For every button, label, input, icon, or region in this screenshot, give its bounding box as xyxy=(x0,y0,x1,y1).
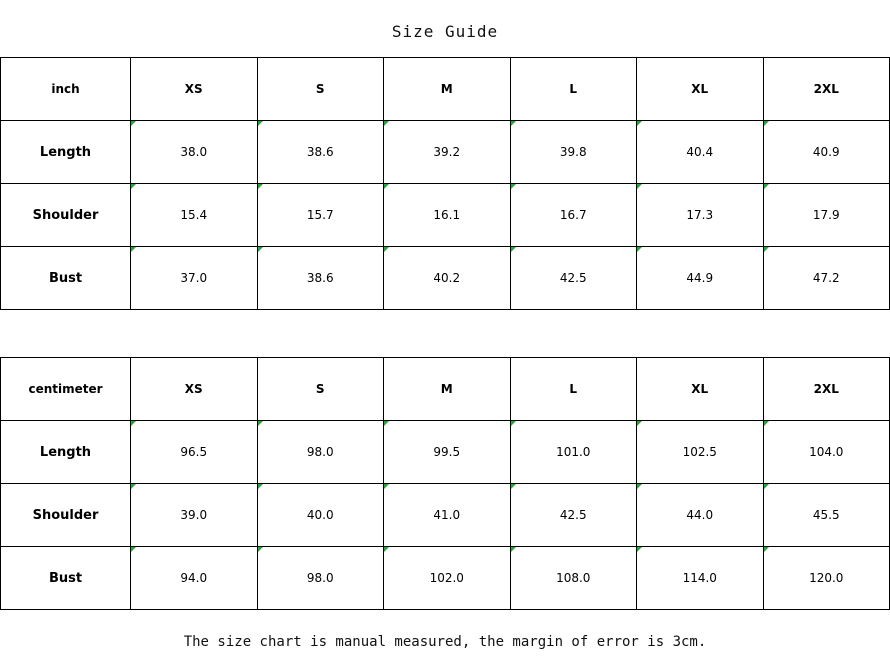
row-label-length: Length xyxy=(1,421,131,484)
cell-bust-xl: 114.0 xyxy=(637,547,764,610)
cell-shoulder-2xl: 45.5 xyxy=(763,484,890,547)
cell-bust-2xl: 47.2 xyxy=(763,247,890,310)
column-header-xs: XS xyxy=(131,58,258,121)
cell-shoulder-xs: 15.4 xyxy=(131,184,258,247)
cell-length-xs: 96.5 xyxy=(131,421,258,484)
table-row xyxy=(1,421,890,484)
table-row xyxy=(1,121,890,184)
table-row xyxy=(1,484,890,547)
column-header-2xl: 2XL xyxy=(763,358,890,421)
table-row xyxy=(1,184,890,247)
footer-note: The size chart is manual measured, the margin of error is 3cm. xyxy=(183,634,707,650)
row-label-shoulder: Shoulder xyxy=(1,484,131,547)
cell-length-m: 99.5 xyxy=(384,421,511,484)
row-label-length: Length xyxy=(1,121,131,184)
table-header-row xyxy=(1,358,890,421)
cell-length-xs: 38.0 xyxy=(131,121,258,184)
cell-bust-l: 42.5 xyxy=(510,247,637,310)
cell-bust-xl: 44.9 xyxy=(637,247,764,310)
unit-label-inch: inch xyxy=(1,58,131,121)
column-header-l: L xyxy=(510,358,637,421)
cell-bust-2xl: 120.0 xyxy=(763,547,890,610)
cell-bust-s: 38.6 xyxy=(257,247,384,310)
cell-shoulder-2xl: 17.9 xyxy=(763,184,890,247)
cell-length-l: 101.0 xyxy=(510,421,637,484)
cell-length-m: 39.2 xyxy=(384,121,511,184)
cell-shoulder-l: 16.7 xyxy=(510,184,637,247)
cell-bust-s: 98.0 xyxy=(257,547,384,610)
cell-shoulder-xs: 39.0 xyxy=(131,484,258,547)
table-header-row xyxy=(1,58,890,121)
column-header-m: M xyxy=(384,358,511,421)
row-label-bust: Bust xyxy=(1,247,131,310)
page-title: Size Guide xyxy=(391,22,499,41)
column-header-m: M xyxy=(384,58,511,121)
cell-length-xl: 102.5 xyxy=(637,421,764,484)
size-table-inch xyxy=(0,57,890,310)
cell-bust-xs: 37.0 xyxy=(131,247,258,310)
column-header-l: L xyxy=(510,58,637,121)
cell-shoulder-s: 40.0 xyxy=(257,484,384,547)
cell-length-2xl: 40.9 xyxy=(763,121,890,184)
column-header-xs: XS xyxy=(131,358,258,421)
cell-shoulder-m: 41.0 xyxy=(384,484,511,547)
cell-length-xl: 40.4 xyxy=(637,121,764,184)
cell-length-s: 98.0 xyxy=(257,421,384,484)
cell-shoulder-s: 15.7 xyxy=(257,184,384,247)
cell-bust-m: 102.0 xyxy=(384,547,511,610)
cell-length-s: 38.6 xyxy=(257,121,384,184)
row-label-bust: Bust xyxy=(1,547,131,610)
table-row xyxy=(1,247,890,310)
column-header-xl: XL xyxy=(637,358,764,421)
cell-shoulder-m: 16.1 xyxy=(384,184,511,247)
cell-shoulder-xl: 44.0 xyxy=(637,484,764,547)
cell-shoulder-xl: 17.3 xyxy=(637,184,764,247)
unit-label-centimeter: centimeter xyxy=(1,358,131,421)
size-table-centimeter xyxy=(0,357,890,610)
table-spacer xyxy=(0,310,890,357)
column-header-2xl: 2XL xyxy=(763,58,890,121)
cell-bust-xs: 94.0 xyxy=(131,547,258,610)
cell-bust-m: 40.2 xyxy=(384,247,511,310)
cell-length-l: 39.8 xyxy=(510,121,637,184)
column-header-s: S xyxy=(257,58,384,121)
cell-bust-l: 108.0 xyxy=(510,547,637,610)
table-row xyxy=(1,547,890,610)
column-header-s: S xyxy=(257,358,384,421)
cell-length-2xl: 104.0 xyxy=(763,421,890,484)
row-label-shoulder: Shoulder xyxy=(1,184,131,247)
column-header-xl: XL xyxy=(637,58,764,121)
cell-shoulder-l: 42.5 xyxy=(510,484,637,547)
